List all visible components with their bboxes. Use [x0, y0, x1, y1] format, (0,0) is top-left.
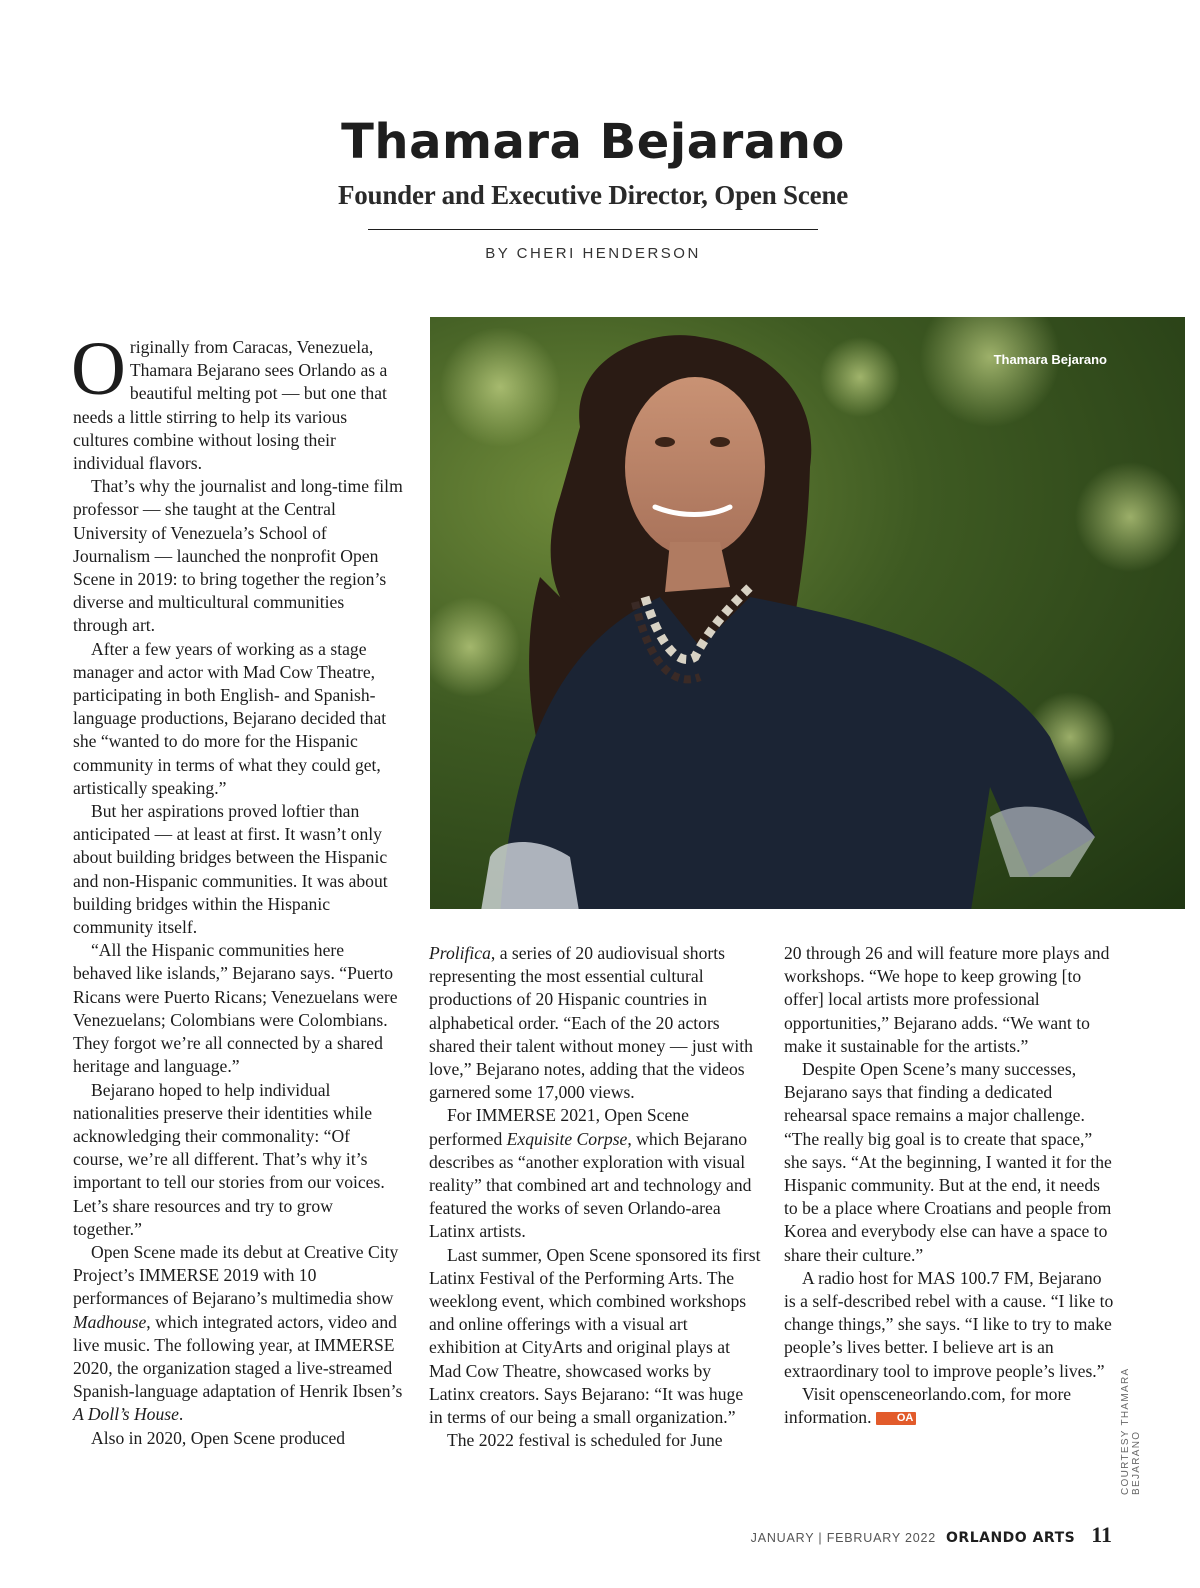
article-column-3 — [784, 942, 1114, 1429]
title-divider — [368, 229, 818, 230]
page-number: 11 — [1091, 1522, 1112, 1547]
paragraph: The 2022 festival is scheduled for June — [447, 1430, 723, 1451]
byline: BY CHERI HENDERSON — [485, 245, 701, 262]
drop-cap: O — [71, 327, 126, 411]
paragraph: That’s why the journalist and long-time film professor — she taught at the Central University of Venezuela’s School of Journalism — launched the nonprofit Open Scene in 2019: to bring together the region’s diverse and multicultural communities through art. — [73, 476, 403, 636]
paragraph: Visit opensceneorlando.com, for more information. OA — [784, 1383, 1072, 1428]
paragraph: Prolifica, a series of 20 audiovisual shorts representing the most essential cultural productions of 20 Hispanic countries in alphabetical order. “Each of the 20 actors shared their talent without money — just with love,” Bejarano notes, adding that the videos garnered some 17,000 views. — [429, 943, 753, 1103]
portrait-photo — [430, 317, 1185, 909]
magazine-name: ORLANDO ARTS — [946, 1530, 1076, 1546]
paragraph: Also in 2020, Open Scene produced — [91, 1427, 346, 1448]
paragraph: For IMMERSE 2021, Open Scene performed Exquisite Corpse, which Bejarano describes as “another exploration with visual reality” that combined art and technology and featured the works of seven Orlando-area Latinx artists. — [429, 1105, 752, 1242]
paragraph: “All the Hispanic communities here behaved like islands,” Bejarano says. “Puerto Ricans were Puerto Ricans; Venezuelans were Venezuelans; Colombians were Colombians. They forgot we’re all connected by a shared heritage and language.” — [73, 940, 398, 1077]
paragraph: But her aspirations proved loftier than anticipated — at least at first. It wasn’t only about building bridges between the Hispanic and non-Hispanic communities. It was about building bridges within the Hispanic community itself. — [73, 801, 388, 938]
paragraph: A radio host for MAS 100.7 FM, Bejarano is a self-described rebel with a cause. “I like to change things,” she says. “I like to try to make people’s lives better. I believe art is an extraordinary tool to improve people’s lives.” — [784, 1267, 1114, 1381]
page-footer — [751, 1522, 1112, 1548]
issue-date: JANUARY | FEBRUARY 2022 — [750, 1531, 937, 1545]
article-column-2 — [429, 942, 761, 1452]
paragraph: Open Scene made its debut at Creative City Project’s IMMERSE 2019 with 10 performances of Bejarano’s multimedia show Madhouse, which integrated actors, video and live music. The following year, at IMMERSE 2020, the organization staged a live-streamed Spanish-language adaptation of Henrik Ibsen’s A Doll’s House. — [73, 1241, 403, 1425]
photo-credit: COURTESY THAMARA BEJARANO — [1120, 1368, 1142, 1495]
paragraph: Originally from Caracas, Venezuela, Thamara Bejarano sees Orlando as a beautiful melting pot — but one that needs a little stirring to help its various cultures combine without losing their individual flavors. — [71, 327, 388, 474]
article-column-1 — [71, 327, 403, 1450]
end-mark-oa-logo: OA — [876, 1412, 917, 1425]
article-subtitle: Founder and Executive Director, Open Scene — [337, 180, 849, 210]
article-title: Thamara Bejarano — [341, 114, 845, 170]
paragraph: Last summer, Open Scene sponsored its first Latinx Festival of the Performing Arts. The weeklong event, which combined workshops and online offerings with a visual art exhibition at CityArts and original plays at Mad Cow Theatre, showcased works by Latinx creators. Says Bejarano: “It was huge in terms of our being a small organization.” — [429, 1244, 761, 1428]
photo-caption: Thamara Bejarano — [993, 352, 1107, 367]
paragraph: Bejarano hoped to help individual nationalities preserve their identities while acknowledging their commonality: “Of course, we’re all different. That’s why it’s important to tell our stories from our voices. Let’s share resources and try to grow together.” — [73, 1079, 385, 1239]
portrait-illustration — [430, 317, 1185, 909]
paragraph: After a few years of working as a stage manager and actor with Mad Cow Theatre, participating in both English- and Spanish-language productions, Bejarano decided that she “wanted to do more for the Hispanic community in terms of what they could get, artistically speaking.” — [73, 638, 387, 798]
paragraph: Despite Open Scene’s many successes, Bejarano says that finding a dedicated rehearsal space remains a major challenge. “The really big goal is to create that space,” she says. “At the beginning, I wanted it for the Hispanic community. But at the end, it needs to be a place where Croatians and people from Korea and everybody else can have a space to share their culture.” — [784, 1059, 1112, 1265]
paragraph: 20 through 26 and will feature more plays and workshops. “We hope to keep growing [to offer] local artists more professional opportunities,” Bejarano adds. “We want to make it sustainable for the artists.” — [784, 943, 1110, 1056]
